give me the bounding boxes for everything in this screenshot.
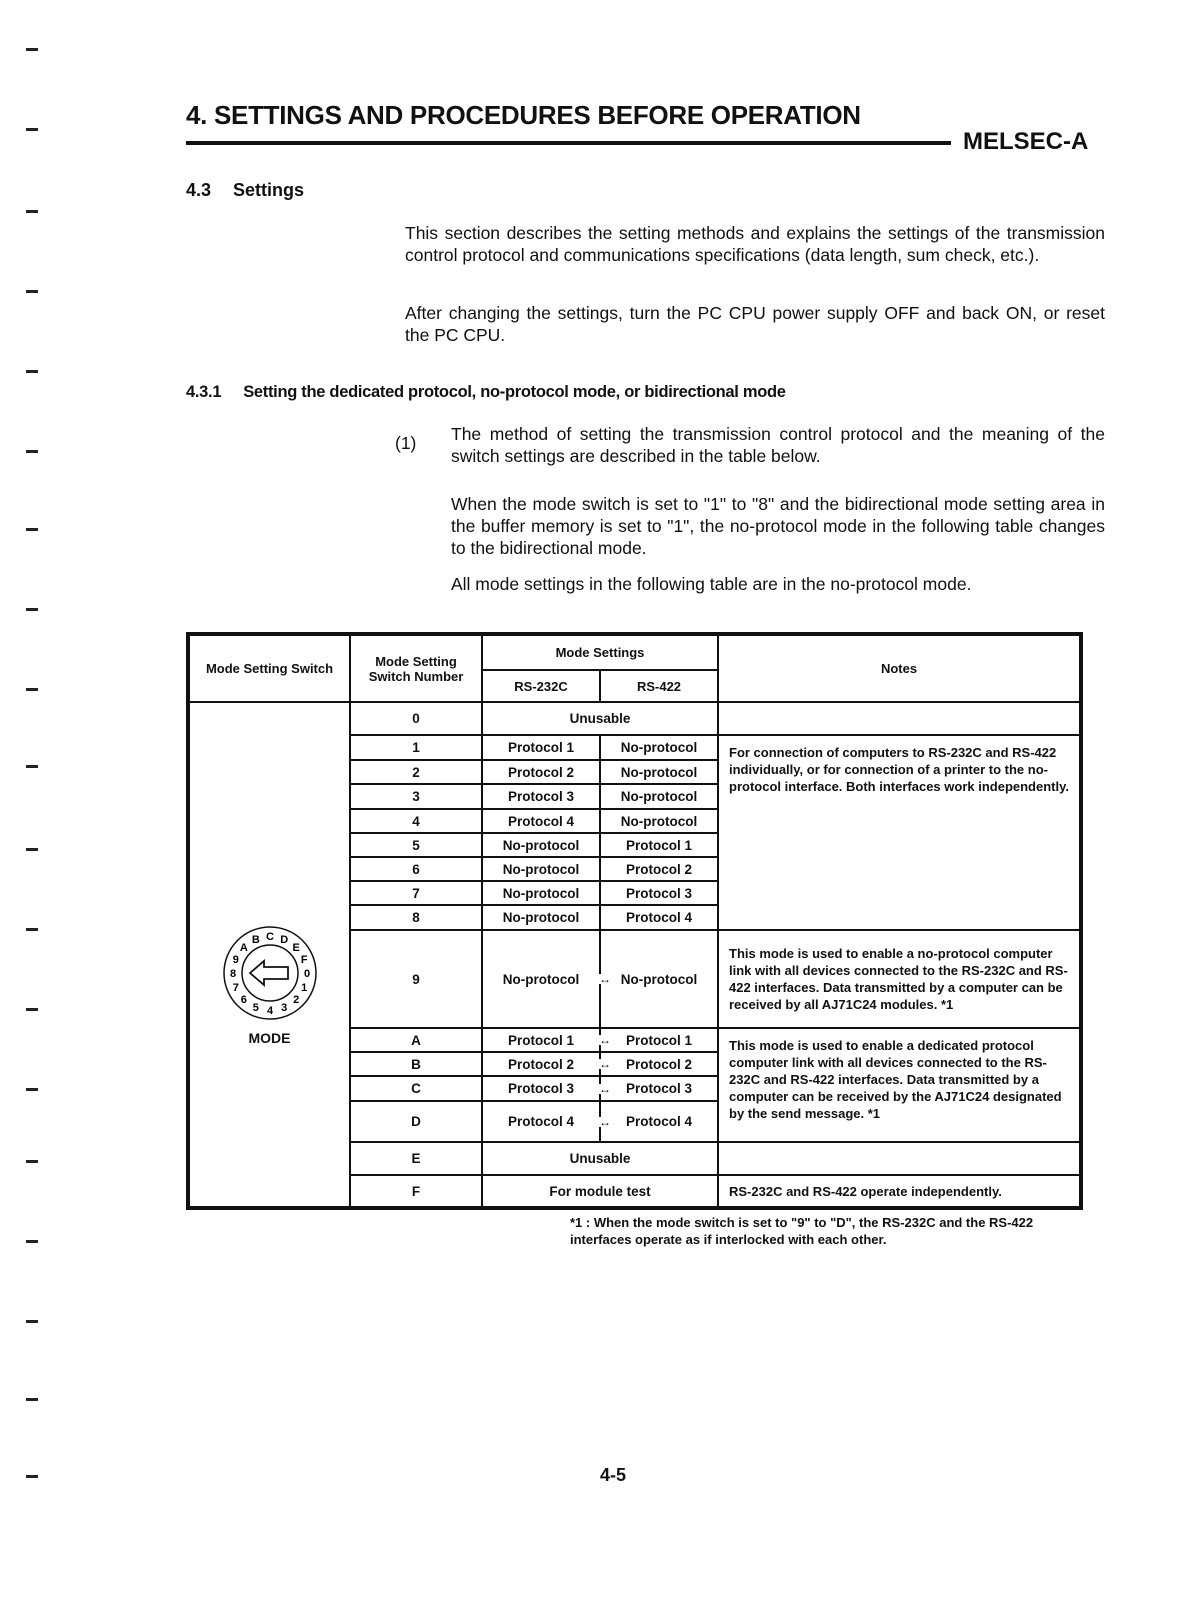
rotary-mode-switch-icon xyxy=(220,923,320,1023)
interlock-arrow-icon: ↔ xyxy=(599,1057,611,1071)
section-title: Settings xyxy=(233,180,305,200)
rs422-setting: No-protocol xyxy=(600,735,718,760)
rs232c-setting xyxy=(482,784,600,809)
rs422-setting: Protocol 2 xyxy=(600,1052,718,1076)
rs232c-setting xyxy=(482,1052,611,1076)
rs422-setting: Protocol 2 xyxy=(600,857,718,881)
dial-digit: 1 xyxy=(300,982,307,995)
header-mode-settings: Mode Settings xyxy=(482,634,718,670)
rs422-setting: No-protocol xyxy=(600,784,718,809)
mode-switch-label: MODE xyxy=(248,1030,291,1046)
rs422-setting: No-protocol xyxy=(600,930,718,1028)
header-rule xyxy=(186,141,951,145)
subsection-heading xyxy=(186,383,786,402)
switch-number: 6 xyxy=(350,857,482,881)
switch-number: 5 xyxy=(350,833,482,857)
dial-digit: 7 xyxy=(232,982,239,995)
dial-digit: 8 xyxy=(229,968,236,980)
rs232c-setting xyxy=(482,760,600,784)
rs232c-value: No-protocol xyxy=(502,837,580,853)
header-switch: Mode Setting Switch xyxy=(188,634,350,702)
subsection-paragraph: The method of setting the transmission control protocol and the meaning of the switch settings are described in the table below. xyxy=(451,424,1105,466)
mode-setting-merged: For module test xyxy=(482,1175,718,1208)
rs232c-setting xyxy=(482,1028,611,1052)
dial-digit: 0 xyxy=(303,968,310,980)
chapter-title: 4. SETTINGS AND PROCEDURES BEFORE OPERATION xyxy=(186,100,861,130)
notes-cell xyxy=(718,1142,1081,1175)
switch-number: B xyxy=(350,1052,482,1076)
dial-digit: A xyxy=(239,941,248,954)
notes-cell: This mode is used to enable a no-protocol computer link with all devices connected to the RS-232C and RS-422 interfaces. Data transmitted by a computer can be received by all AJ71C24 modules. *1 xyxy=(718,930,1081,1028)
header-number: Mode Setting Switch Number xyxy=(350,634,482,702)
interlock-arrow-icon: ↔ xyxy=(599,1081,611,1096)
rs232c-setting xyxy=(482,881,600,905)
rs232c-value: No-protocol xyxy=(502,910,580,925)
rs232c-value: No-protocol xyxy=(502,861,580,877)
notes-cell: For connection of computers to RS-232C and RS-422 individually, or for connection of a printer to the no-protocol interface. Both interfaces work independently. xyxy=(718,735,1081,930)
rs232c-value: Protocol 4 xyxy=(507,813,574,829)
section-paragraph: After changing the settings, turn the PC CPU power supply OFF and back ON, or reset the PC CPU. xyxy=(405,303,1105,345)
rs232c-value: Protocol 2 xyxy=(507,764,574,780)
rs422-setting: Protocol 1 xyxy=(600,833,718,857)
rs232c-setting xyxy=(482,857,600,881)
subsection-title: Setting the dedicated protocol, no-protocol mode, or bidirectional mode xyxy=(243,383,786,401)
switch-number: 8 xyxy=(350,905,482,930)
rs232c-value: Protocol 3 xyxy=(507,1081,574,1096)
rs232c-value: Protocol 3 xyxy=(507,789,574,804)
rs232c-value: No-protocol xyxy=(502,885,580,901)
section-number: 4.3 xyxy=(186,180,212,200)
rs422-setting: No-protocol xyxy=(600,760,718,784)
dial-digit: 9 xyxy=(232,953,239,966)
switch-number: D xyxy=(350,1101,482,1142)
switch-number: C xyxy=(350,1076,482,1101)
mode-switch-cell xyxy=(188,702,350,1208)
rs232c-value: Protocol 1 xyxy=(507,740,574,755)
item-marker: (1) xyxy=(395,433,417,453)
rs232c-setting xyxy=(482,833,600,857)
rs422-setting: Protocol 3 xyxy=(600,881,718,905)
dial-digit: 3 xyxy=(280,1002,287,1015)
dial-digit: B xyxy=(251,933,260,946)
section-paragraph: This section describes the setting methods and explains the settings of the transmission control protocol and communications specifications (data length, sum check, etc.). xyxy=(405,223,1105,265)
mode-setting-merged: Unusable xyxy=(482,1142,718,1175)
switch-number: F xyxy=(350,1175,482,1208)
switch-number: 0 xyxy=(350,702,482,735)
switch-number: 9 xyxy=(350,930,482,1028)
rs422-setting: Protocol 3 xyxy=(600,1076,718,1101)
switch-number: 4 xyxy=(350,809,482,833)
dial-digit: D xyxy=(279,933,288,946)
subsection-paragraph: All mode settings in the following table are in the no-protocol mode. xyxy=(451,574,972,594)
rs232c-setting xyxy=(482,735,600,760)
rs232c-setting xyxy=(482,930,611,1028)
interlock-arrow-icon: ↔ xyxy=(599,1033,611,1047)
rs232c-setting xyxy=(482,1101,611,1142)
page-number: 4-5 xyxy=(600,1465,627,1485)
header-rs232c: RS-232C xyxy=(482,670,600,702)
rs232c-value: No-protocol xyxy=(502,971,580,987)
switch-number: 7 xyxy=(350,881,482,905)
rs232c-value: Protocol 2 xyxy=(507,1056,574,1072)
rs232c-setting xyxy=(482,809,600,833)
rs422-setting: Protocol 4 xyxy=(600,1101,718,1142)
dial-digit: 2 xyxy=(292,994,299,1007)
rs232c-value: Protocol 1 xyxy=(507,1032,574,1048)
switch-number: 1 xyxy=(350,735,482,760)
header-rs422: RS-422 xyxy=(600,670,718,702)
rs232c-setting xyxy=(482,905,600,930)
dial-digit: E xyxy=(292,941,300,954)
section-heading xyxy=(186,180,304,201)
notes-cell xyxy=(718,702,1081,735)
rs422-setting: Protocol 1 xyxy=(600,1028,718,1052)
mode-settings-table xyxy=(186,632,1083,1210)
table-row xyxy=(188,702,1081,735)
switch-number: E xyxy=(350,1142,482,1175)
notes-cell: RS-232C and RS-422 operate independently. xyxy=(718,1175,1081,1208)
interlock-arrow-icon: ↔ xyxy=(599,972,611,986)
notes-cell: This mode is used to enable a dedicated protocol computer link with all devices connected to the RS-232C and RS-422 interfaces. Data transmitted by a computer can be received by the AJ71C24 designated by the send message. *1 xyxy=(718,1028,1081,1142)
rs232c-value: Protocol 4 xyxy=(507,1114,574,1129)
switch-number: 3 xyxy=(350,784,482,809)
brand-label: MELSEC-A xyxy=(963,128,1089,155)
dial-digit: 4 xyxy=(266,1005,273,1017)
header-notes: Notes xyxy=(718,634,1081,702)
dial-digit: 5 xyxy=(252,1002,259,1015)
subsection-number: 4.3.1 xyxy=(186,383,222,401)
dial-digit: 6 xyxy=(240,994,247,1007)
mode-setting-merged: Unusable xyxy=(482,702,718,735)
interlock-arrow-icon: ↔ xyxy=(599,1114,611,1129)
footnote: *1 : When the mode switch is set to "9" to "D", the RS-232C and the RS-422 interfaces operate as if interlocked with each other. xyxy=(570,1215,1034,1247)
switch-number: 2 xyxy=(350,760,482,784)
dial-digit: C xyxy=(265,931,274,943)
rs232c-setting xyxy=(482,1076,611,1101)
rs422-setting: No-protocol xyxy=(600,809,718,833)
rs422-setting: Protocol 4 xyxy=(600,905,718,930)
subsection-paragraph: When the mode switch is set to "1" to "8" and the bidirectional mode setting area in the buffer memory is set to "1", the no-protocol mode in the following table changes to the bidirectional mode. xyxy=(451,494,1105,558)
switch-number: A xyxy=(350,1028,482,1052)
dial-digit: F xyxy=(300,953,308,966)
